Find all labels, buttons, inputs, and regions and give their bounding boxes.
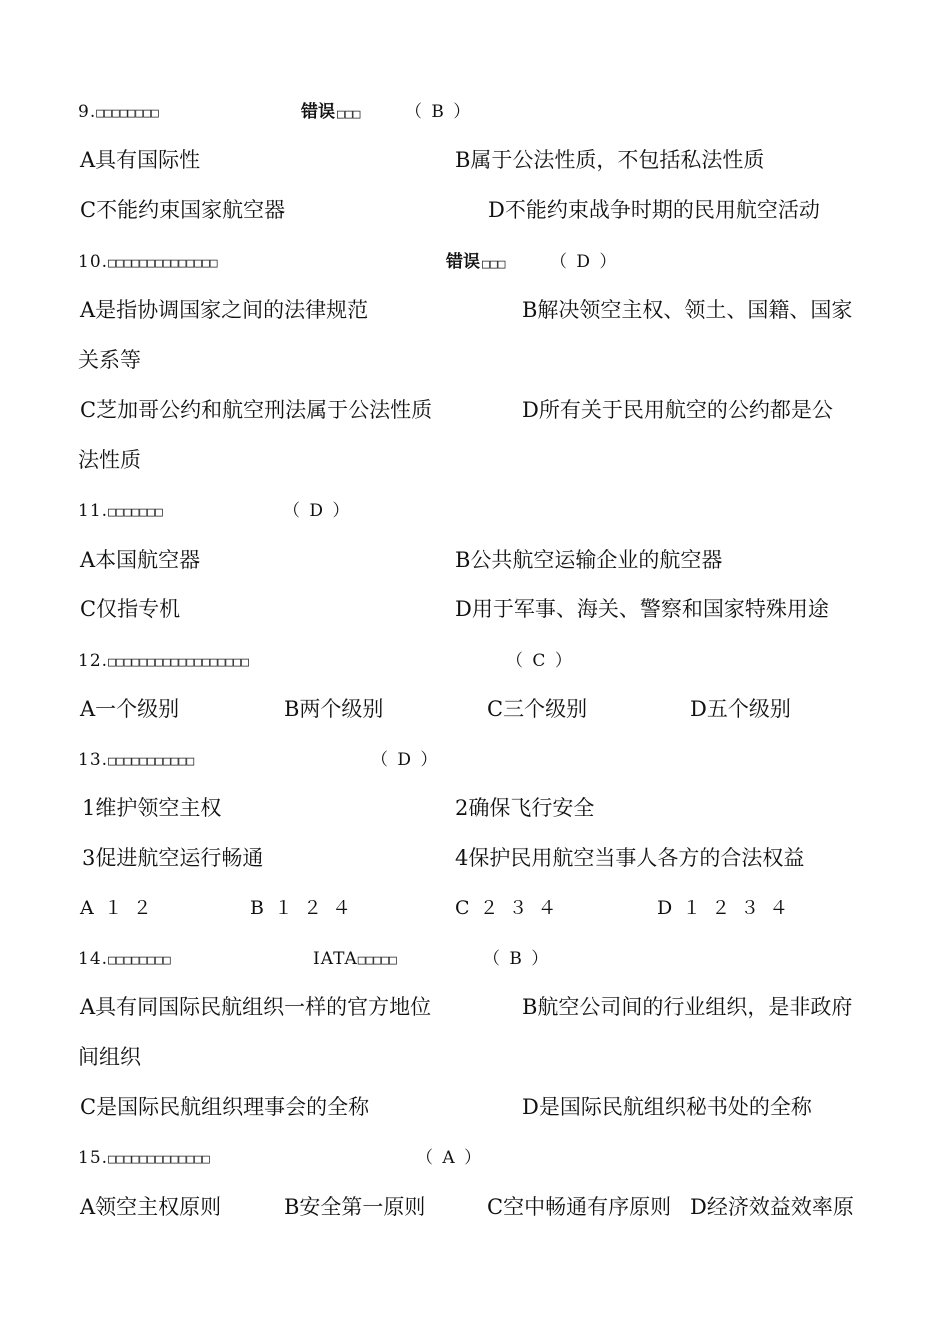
question-15-answer: （ A ） [416,1148,484,1168]
iata-label: IATA [313,949,358,969]
question-number: 9. [78,102,97,122]
question-15-stem [78,1146,210,1172]
question-15-option-a: A领空主权原则 [80,1195,222,1219]
question-12-stem [78,649,249,675]
missing-glyphs: □□□□□□□□□□□ [108,754,195,769]
question-number: 15. [78,1148,109,1168]
question-10-stem-tail: □□□ [482,257,506,272]
question-13-item-4: 4保护民用航空当事人各方的合法权益 [455,846,805,870]
question-number: 13. [78,750,109,770]
question-9-stem [78,100,159,126]
question-14-answer: （ B ） [483,949,551,969]
question-9-option-a: A具有国际性 [80,148,201,172]
question-10-option-d-cont: 法性质 [78,448,141,472]
question-9-option-b: B属于公法性质，不包括私法性质 [455,148,765,172]
question-12-option-d: D五个级别 [690,697,791,721]
missing-glyphs: □□□□□□□□ [108,953,171,968]
question-9-stem-tail: □□□ [337,107,361,122]
question-number: 14. [78,949,109,969]
question-14-option-c: C是国际民航组织理事会的全称 [80,1095,370,1119]
question-14-option-b-cont: 间组织 [78,1045,141,1069]
question-10-option-b-cont: 关系等 [78,348,141,372]
question-number: 10. [78,252,109,272]
question-13-stem [78,748,194,774]
question-12-option-c: C三个级别 [487,697,588,721]
missing-glyphs: □□□□□□□ [108,505,163,520]
question-13-item-3: 3促进航空运行畅通 [82,846,264,870]
missing-glyphs: □□□□□□□□ [96,106,159,121]
missing-glyphs: □□□□□□□□□□□□□□□□□□ [108,655,249,670]
question-10-option-c: C芝加哥公约和航空刑法属于公法性质 [80,398,433,422]
question-11-answer: （ D ） [283,501,352,521]
question-11-option-b: B公共航空运输企业的航空器 [455,548,723,572]
question-12-answer: （ C ） [506,651,574,671]
missing-glyphs: □□□□□□□□□□□□□□ [108,256,218,271]
question-14-stem-mid [313,947,397,973]
question-13-item-1: 1维护领空主权 [82,796,222,820]
question-10-bold-word: 错误 [446,252,480,272]
missing-glyphs: □□□□□□□□□□□□□ [108,1152,210,1167]
question-13-item-2: 2确保飞行安全 [455,796,595,820]
question-14-stem [78,947,171,973]
question-11-option-a: A本国航空器 [80,548,201,572]
missing-glyphs: □□□□□ [357,953,397,968]
question-13-option-b: B１２４ [250,897,361,919]
question-9-bold-word: 错误 [301,102,335,122]
question-11-option-d: D用于军事、海关、警察和国家特殊用途 [455,597,829,621]
question-9-option-d: D不能约束战争时期的民用航空活动 [488,198,820,222]
question-11-stem [78,499,163,525]
question-10-option-d: D所有关于民用航空的公约都是公 [522,398,833,422]
question-10-option-b: B解决领空主权、领土、国籍、国家 [522,298,853,322]
question-13-option-d: D１２３４ [657,897,799,919]
question-14-option-a: A具有同国际民航组织一样的官方地位 [80,995,432,1019]
question-13-option-a: A１２ [80,897,162,919]
question-10-stem [78,250,218,276]
question-14-option-d: D是国际民航组织秘书处的全称 [522,1095,812,1119]
question-13-answer: （ D ） [371,750,440,770]
question-10-option-a: A是指协调国家之间的法律规范 [80,298,369,322]
question-15-option-b: B安全第一原则 [284,1195,426,1219]
question-14-option-b: B航空公司间的行业组织，是非政府 [522,995,853,1019]
question-12-option-a: A一个级别 [80,697,180,721]
question-15-option-c: C空中畅通有序原则 [487,1195,672,1219]
question-13-option-c: C２３４ [455,897,567,919]
question-9-answer: （ B ） [405,102,473,122]
question-12-option-b: B两个级别 [284,697,384,721]
question-15-option-d: D经济效益效率原 [690,1195,854,1219]
question-number: 12. [78,651,109,671]
question-11-option-c: C仅指专机 [80,597,181,621]
question-10-answer: （ D ） [550,252,619,272]
question-number: 11. [78,501,109,521]
question-9-option-c: C不能约束国家航空器 [80,198,286,222]
